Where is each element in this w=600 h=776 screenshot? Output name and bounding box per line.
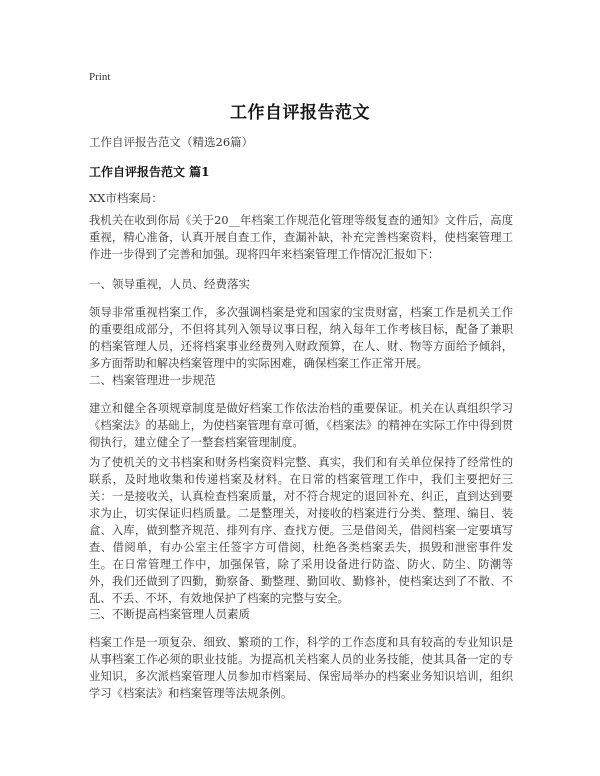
sub-heading-3: 三、不断提高档案管理人员素质 xyxy=(89,607,250,621)
subtitle: 工作自评报告范文（精选26篇） xyxy=(89,135,254,149)
sub-heading-2: 二、档案管理进一步规范 xyxy=(89,373,216,387)
paragraph-leadership: 领导非常重视档案工作，多次强调档案是党和国家的宝贵财富，档案工作是机关工作的重要组成部分，不但将其列入领导议事日程，纳入每年工作考核目标，配备了兼职的档案管理人员，还将档案事业经费列入财政预算，在人、财、物等方面给予倾斜，多方面帮助和解决档案管理中的实际困难，确保档案工作正常开展。 xyxy=(89,306,513,370)
page-title: 工作自评报告范文 xyxy=(230,103,370,123)
salutation: XX市档案局： xyxy=(89,191,163,205)
sub-heading-1: 一、领导重视，人员、经费落实 xyxy=(89,277,250,291)
paragraph-intro: 我机关在收到你局《关于20__年档案工作规范化管理等级复查的通知》文件后，高度重视，精心准备，认真开展自查工作，查漏补缺，补充完善档案资料，使档案管理工作进一步得到了完善和加强。现将四年来档案管理工作情况汇报如下： xyxy=(89,214,513,261)
paragraph-staff: 档案工作是一项复杂、细致、繁琐的工作，科学的工作态度和具有较高的专业知识是从事档案工作必须的职业技能。为提高机关档案人员的业务技能，使其具备一定的专业知识，多次派档案管理人员参加市档案局、保密局举办的档案业务知识培训，组织学习《档案法》和档案管理等法规条例。 xyxy=(89,636,513,700)
section-heading: 工作自评报告范文 篇1 xyxy=(89,165,210,179)
print-link[interactable]: Print xyxy=(89,71,111,83)
paragraph-rules: 建立和健全各项规章制度是做好档案工作依法治档的重要保证。机关在认真组织学习《档案法》的基础上，为使档案管理有章可循，《档案法》的精神在实际工作中得到贯彻执行，建立健全了一整套档案管理制度。 xyxy=(89,402,513,449)
paragraph-management: 为了使机关的文书档案和财务档案资料完整、真实，我们和有关单位保持了经常性的联系，及时地收集和传递档案及材料。在日常的档案管理工作中，我们主要把好三关：一是接收关，认真检查档案质量，对不符合规定的退回补充、纠正，直到达到要求为止，切实保证归档质量。二是整理关，对接收的档案进行分类、整理、编目、装盒、入库，做到整齐规范、排列有序、查找方便。三是借阅关，借阅档案一定要填写查、借阅单，有办公室主任签字方可借阅，杜绝各类档案丢失，损毁和泄密事件发生。在日常管理工作中，加强保管，除了采用设备进行防盗、防火、防尘、防潮等外，我们还做到了四勤，勤察备、勤整理、勤回收、勤修补，使档案达到了不散、不乱、不丢、不坏，有效地保护了档案的完整与安全。 xyxy=(89,456,513,605)
